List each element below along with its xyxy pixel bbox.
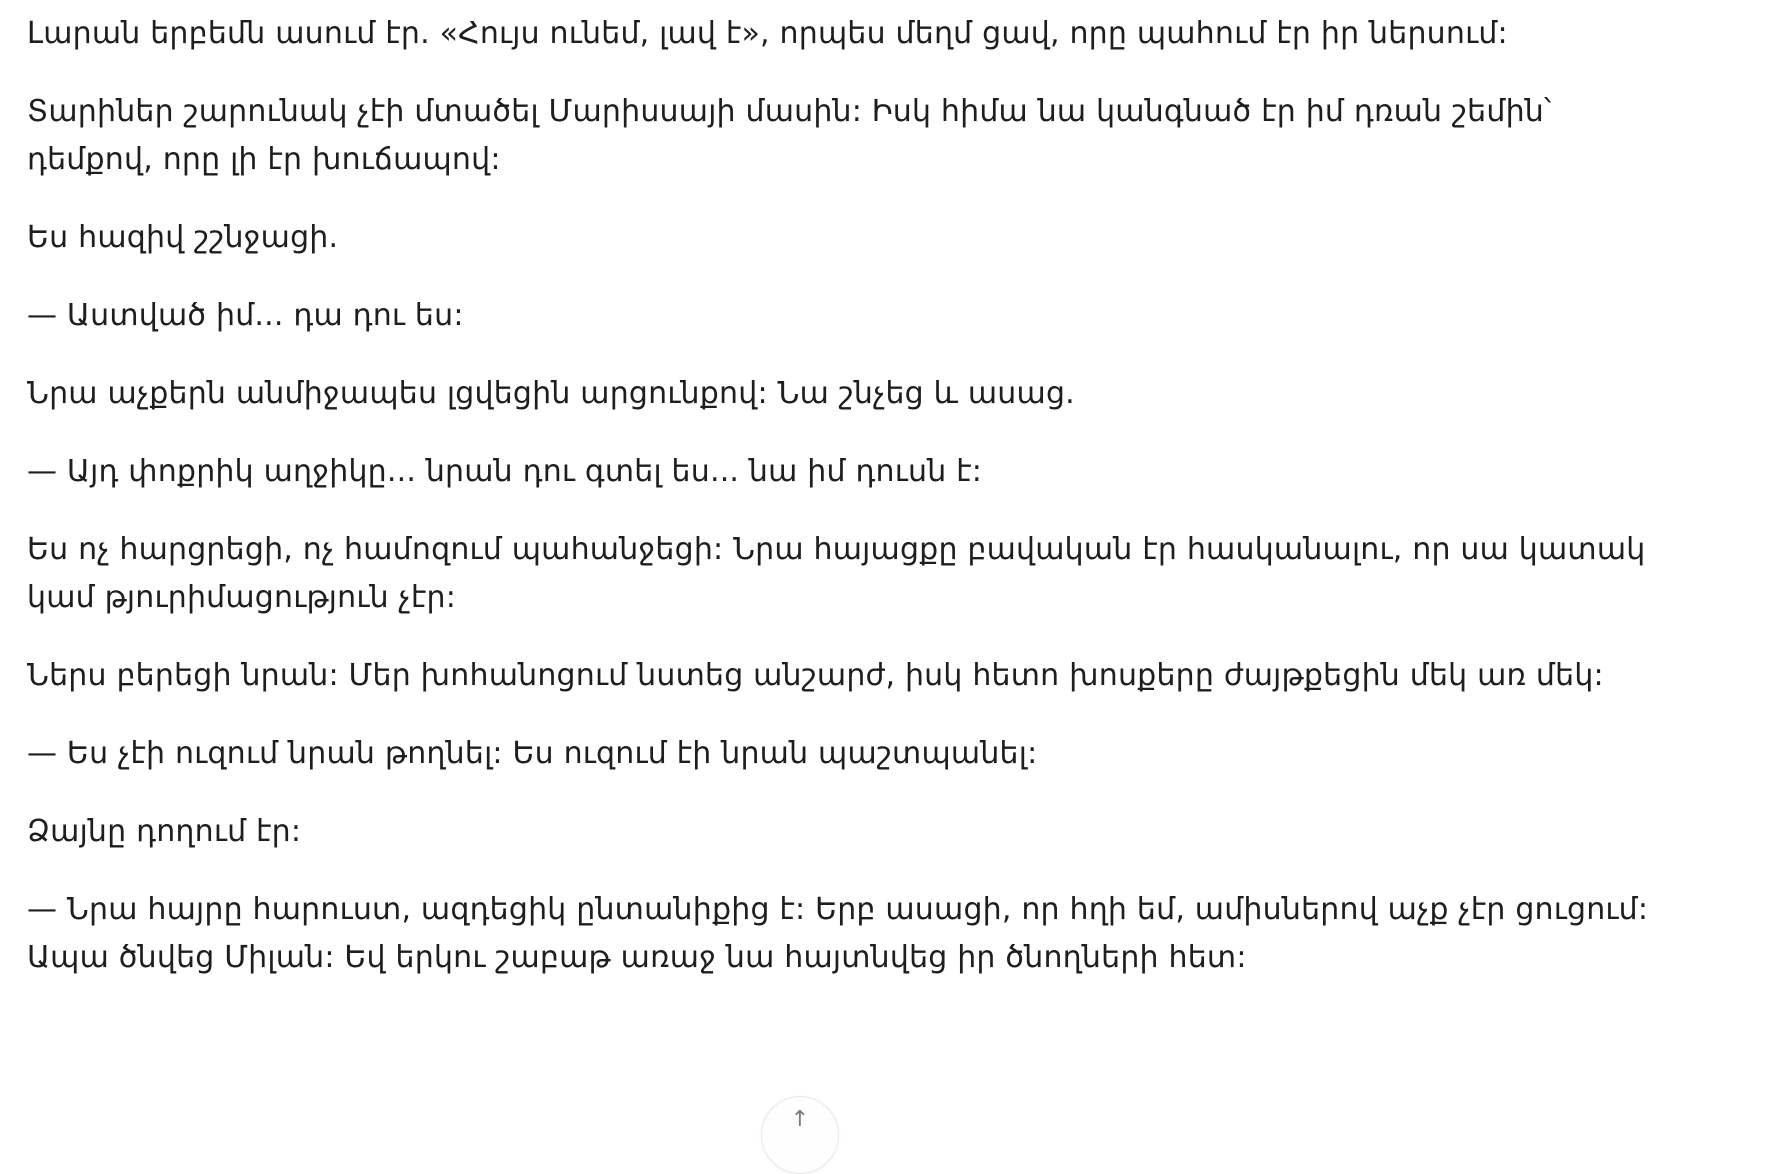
paragraph-line: — Նրա հայրը հարուստ, ազդեցիկ ընտանիքից է: Երբ ասացի, որ հղի եմ, ամիսներով աչք չէր ցուցում: (27, 892, 1649, 927)
arrow-up-icon: ↑ (790, 1107, 810, 1132)
paragraph-line: Ես հազիվ շշնջացի. (27, 220, 339, 255)
paragraph (27, 808, 1767, 856)
paragraph (27, 526, 1767, 622)
paragraph-line: — Ես չէի ուզում նրան թողնել: Ես ուզում էի նրան պաշտպանել: (27, 736, 1038, 771)
paragraph-line: — Այդ փոքրիկ աղջիկը... նրան դու գտել ես... նա իմ դուսն է: (27, 454, 983, 489)
paragraph-line: դեմքով, որը լի էր խուճապով: (27, 142, 501, 177)
paragraph-line: Ձայնը դողում էր: (27, 814, 302, 849)
floating-action-button[interactable] (761, 1096, 839, 1174)
paragraph-dialogue (27, 730, 1767, 778)
paragraph-line: Նրա աչքերն անմիջապես լցվեցին արցունքով: Նա շնչեց և ասաց. (27, 376, 1075, 411)
paragraph-dialogue (27, 886, 1767, 982)
paragraph-line: — Աստված իմ... դա դու ես: (27, 298, 464, 333)
paragraph-line: կամ թյուրիմացություն չէր: (27, 580, 457, 615)
paragraph-dialogue (27, 448, 1767, 496)
paragraph-line: Ես ոչ հարցրեցի, ոչ համոզում պահանջեցի: Նրա հայացքը բավական էր հասկանալու, որ սա կատակ (27, 532, 1646, 567)
paragraph-line: Ապա ծնվեց Միլան: Եվ երկու շաբաթ առաջ նա հայտնվեց իր ծնողների հետ: (27, 940, 1247, 975)
paragraph (27, 214, 1767, 262)
paragraph (27, 370, 1767, 418)
paragraph-line: Տարիներ շարունակ չէի մտածել Մարիսսայի մասին: Իսկ հիմա նա կանգնած էր իմ դռան շեմին՝ (27, 94, 1552, 129)
story-text (27, 10, 1767, 1012)
paragraph-line: Ներս բերեցի նրան: Մեր խոհանոցում նստեց անշարժ, իսկ հետո խոսքերը ժայթքեցին մեկ առ մեկ: (27, 658, 1604, 693)
paragraph (27, 10, 1767, 58)
paragraph (27, 652, 1767, 700)
paragraph (27, 88, 1767, 184)
paragraph-dialogue (27, 292, 1767, 340)
paragraph-line: Լարան երբեմն ասում էր. «Հույս ունեմ, լավ է», որպես մեղմ ցավ, որը պահում էր իր ներսում: (27, 16, 1508, 51)
